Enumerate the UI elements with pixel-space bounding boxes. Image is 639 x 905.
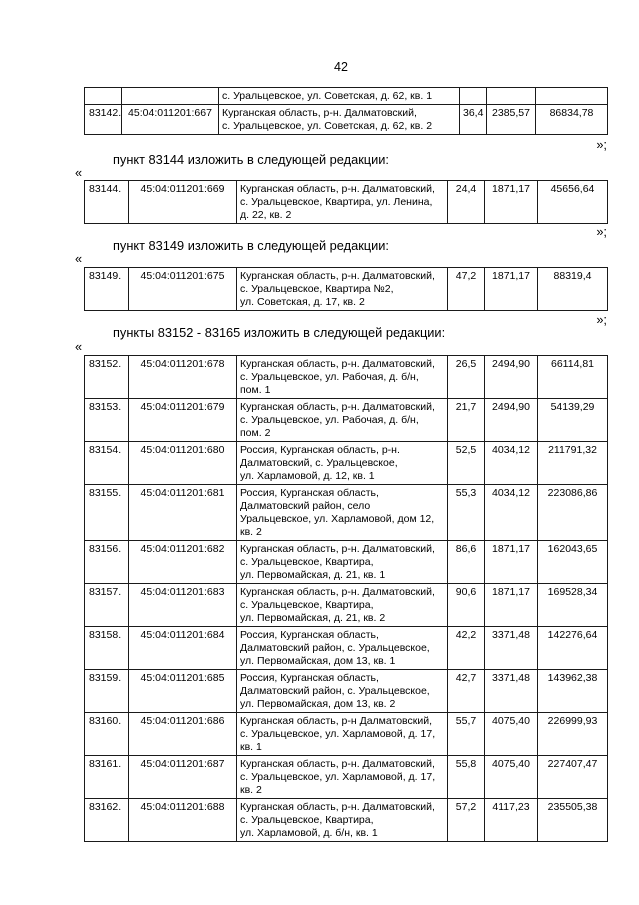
area-cell: 24,4 [448, 181, 485, 224]
address-line: Далматовский район, с. Уральцевское, [240, 685, 430, 697]
table-row [85, 399, 608, 442]
property-table [84, 267, 608, 311]
address-line: Россия, Курганская область, [240, 629, 379, 641]
area-cell: 55,8 [448, 756, 485, 799]
address-line: ул. Советская, д. 17, кв. 2 [240, 296, 365, 308]
address-line: пом. 1 [240, 384, 271, 396]
area-cell: 55,3 [448, 485, 485, 541]
value-cell: 162043,65 [538, 541, 608, 584]
area-cell: 86,6 [448, 541, 485, 584]
item-number-cell: 83154. [85, 442, 129, 485]
item-number-cell: 83152. [85, 356, 129, 399]
address-line: д. 22, кв. 2 [240, 209, 292, 221]
table-row [85, 268, 608, 311]
address-line: Россия, Курганская область, [240, 672, 379, 684]
cadastral-number-cell: 45:04:011201:684 [129, 627, 237, 670]
area-cell: 47,2 [448, 268, 485, 311]
cadastral-number-cell: 45:04:011201:667 [122, 105, 219, 135]
address-line: Россия, Курганская область, [240, 487, 379, 499]
rate-cell: 4117,23 [485, 799, 538, 842]
closing-quote: »; [596, 137, 607, 152]
address-cell [237, 356, 448, 399]
opening-quote: « [75, 165, 83, 180]
table-row [85, 442, 608, 485]
address-line: Курганская область, р-н. Далматовский, [240, 801, 435, 813]
address-line: Курганская область, р-н. Далматовский, [240, 358, 435, 370]
value-cell: 45656,64 [538, 181, 608, 224]
table-row [85, 584, 608, 627]
item-number-cell: 83149. [85, 268, 129, 311]
value-cell: 143962,38 [538, 670, 608, 713]
cadastral-number-cell: 45:04:011201:687 [129, 756, 237, 799]
address-cell [237, 399, 448, 442]
property-table [84, 180, 608, 224]
address-line: Далматовский, с. Уральцевское, [240, 457, 398, 469]
rate-cell: 3371,48 [485, 670, 538, 713]
value-cell: 66114,81 [538, 356, 608, 399]
area-cell: 42,7 [448, 670, 485, 713]
address-cell [237, 756, 448, 799]
address-line: с. Уральцевское, Квартира, [240, 599, 374, 611]
address-cell [237, 713, 448, 756]
value-cell: 235505,38 [538, 799, 608, 842]
rate-cell: 2494,90 [485, 356, 538, 399]
closing-quote: »; [596, 224, 607, 239]
address-line: ул. Первомайская, д. 21, кв. 2 [240, 612, 386, 624]
address-line: кв. 2 [240, 526, 262, 538]
cadastral-number-cell: 45:04:011201:686 [129, 713, 237, 756]
amendment-intro: пункт 83144 изложить в следующей редакции: [113, 152, 389, 167]
area-cell: 21,7 [448, 399, 485, 442]
address-cell [237, 541, 448, 584]
area-cell: 36,4 [460, 105, 487, 135]
address-line: с. Уральцевское, ул. Рабочая, д. б/н, [240, 414, 419, 426]
cadastral-number-cell: 45:04:011201:680 [129, 442, 237, 485]
address-line: Курганская область, р-н. Далматовский, [240, 183, 435, 195]
area-cell: 57,2 [448, 799, 485, 842]
opening-quote: « [75, 339, 83, 354]
address-line: ул. Харламовой, д. б/н, кв. 1 [240, 827, 378, 839]
address-line: ул. Харламовой, д. 12, кв. 1 [240, 470, 375, 482]
address-cell [237, 268, 448, 311]
value-cell: 169528,34 [538, 584, 608, 627]
address-cell [237, 442, 448, 485]
address-line: Курганская область, р-н. Далматовский, [240, 270, 435, 282]
address-line: с. Уральцевское, ул. Советская, д. 62, кв. 2 [222, 120, 433, 132]
area-cell: 52,5 [448, 442, 485, 485]
item-number-cell: 83157. [85, 584, 129, 627]
address-line: Курганская область, р-н. Далматовский, [240, 401, 435, 413]
area-cell: 26,5 [448, 356, 485, 399]
address-line: Курганская область, р-н. Далматовский, [240, 758, 435, 770]
address-cell [237, 799, 448, 842]
address-line: Курганская область, р-н. Далматовский, [222, 107, 417, 119]
rate-cell: 1871,17 [485, 541, 538, 584]
item-number-cell: 83160. [85, 713, 129, 756]
table-row [85, 356, 608, 399]
address-line: с. Уральцевское, Квартира, [240, 556, 374, 568]
cadastral-number-cell: 45:04:011201:683 [129, 584, 237, 627]
opening-quote: « [75, 251, 83, 266]
address-cell [237, 181, 448, 224]
table-row [85, 181, 608, 224]
table-row [85, 485, 608, 541]
value-cell: 227407,47 [538, 756, 608, 799]
amendment-intro: пункт 83149 изложить в следующей редакции: [113, 238, 389, 253]
address-line: с. Уральцевское, Квартира, [240, 814, 374, 826]
cadastral-number-cell: 45:04:011201:675 [129, 268, 237, 311]
table-row [85, 799, 608, 842]
address-cell [219, 88, 460, 105]
rate-cell: 4034,12 [485, 485, 538, 541]
rate-cell: 3371,48 [485, 627, 538, 670]
continued-property-table [84, 87, 608, 135]
cadastral-number-cell: 45:04:011201:681 [129, 485, 237, 541]
address-cell [237, 584, 448, 627]
item-number-cell: 83158. [85, 627, 129, 670]
rate-cell: 2385,57 [487, 105, 536, 135]
value-cell: 54139,29 [538, 399, 608, 442]
value-cell: 226999,93 [538, 713, 608, 756]
address-line: Курганская область, р-н. Далматовский, [240, 543, 435, 555]
page-number: 42 [334, 60, 348, 74]
closing-quote: »; [596, 312, 607, 327]
cadastral-number-cell: 45:04:011201:685 [129, 670, 237, 713]
value-cell: 223086,86 [538, 485, 608, 541]
item-number-cell: 83156. [85, 541, 129, 584]
item-number-cell: 83159. [85, 670, 129, 713]
item-number-cell [85, 88, 122, 105]
item-number-cell: 83162. [85, 799, 129, 842]
cadastral-number-cell: 45:04:011201:688 [129, 799, 237, 842]
item-number-cell: 83153. [85, 399, 129, 442]
value-cell: 211791,32 [538, 442, 608, 485]
rate-cell: 1871,17 [485, 181, 538, 224]
address-line: с. Уральцевское, ул. Харламовой, д. 17, [240, 728, 436, 740]
item-number-cell: 83155. [85, 485, 129, 541]
table-row [85, 105, 608, 135]
item-number-cell: 83144. [85, 181, 129, 224]
amendment-intro: пункты 83152 - 83165 изложить в следующей редакции: [113, 325, 446, 340]
address-line: Уральцевское, ул. Харламовой, дом 12, [240, 513, 435, 525]
value-cell [536, 88, 608, 105]
address-line: Курганская область, р-н Далматовский, [240, 715, 432, 727]
address-cell [237, 627, 448, 670]
cadastral-number-cell [122, 88, 219, 105]
rate-cell: 4075,40 [485, 756, 538, 799]
address-cell [219, 105, 460, 135]
address-line: кв. 2 [240, 784, 262, 796]
rate-cell: 1871,17 [485, 584, 538, 627]
table-row [85, 88, 608, 105]
value-cell: 142276,64 [538, 627, 608, 670]
rate-cell: 4075,40 [485, 713, 538, 756]
table-row [85, 670, 608, 713]
address-line: Россия, Курганская область, р-н. [240, 444, 400, 456]
address-line: Далматовский район, с. Уральцевское, [240, 642, 430, 654]
address-line: кв. 1 [240, 741, 262, 753]
cadastral-number-cell: 45:04:011201:679 [129, 399, 237, 442]
cadastral-number-cell: 45:04:011201:678 [129, 356, 237, 399]
rate-cell: 1871,17 [485, 268, 538, 311]
address-line: с. Уральцевское, ул. Харламовой, д. 17, [240, 771, 436, 783]
item-number-cell: 83161. [85, 756, 129, 799]
area-cell: 55,7 [448, 713, 485, 756]
address-cell [237, 485, 448, 541]
address-line: с. Уральцевское, ул. Советская, д. 62, кв. 1 [222, 90, 433, 102]
address-line: пом. 2 [240, 427, 271, 439]
address-line: с. Уральцевское, Квартира, ул. Ленина, [240, 196, 433, 208]
area-cell: 90,6 [448, 584, 485, 627]
address-line: Далматовский район, село [240, 500, 371, 512]
rate-cell: 4034,12 [485, 442, 538, 485]
address-line: ул. Первомайская, дом 13, кв. 2 [240, 698, 396, 710]
cadastral-number-cell: 45:04:011201:682 [129, 541, 237, 584]
address-line: ул. Первомайская, дом 13, кв. 1 [240, 655, 396, 667]
rate-cell [487, 88, 536, 105]
address-line: ул. Первомайская, д. 21, кв. 1 [240, 569, 386, 581]
address-cell [237, 670, 448, 713]
cadastral-number-cell: 45:04:011201:669 [129, 181, 237, 224]
value-cell: 86834,78 [536, 105, 608, 135]
table-row [85, 627, 608, 670]
table-row [85, 713, 608, 756]
area-cell [460, 88, 487, 105]
address-line: с. Уральцевское, ул. Рабочая, д. б/н, [240, 371, 419, 383]
property-table [84, 355, 608, 842]
item-number-cell: 83142. [85, 105, 122, 135]
table-row [85, 756, 608, 799]
area-cell: 42,2 [448, 627, 485, 670]
address-line: Курганская область, р-н. Далматовский, [240, 586, 435, 598]
rate-cell: 2494,90 [485, 399, 538, 442]
address-line: с. Уральцевское, Квартира №2, [240, 283, 394, 295]
value-cell: 88319,4 [538, 268, 608, 311]
table-row [85, 541, 608, 584]
